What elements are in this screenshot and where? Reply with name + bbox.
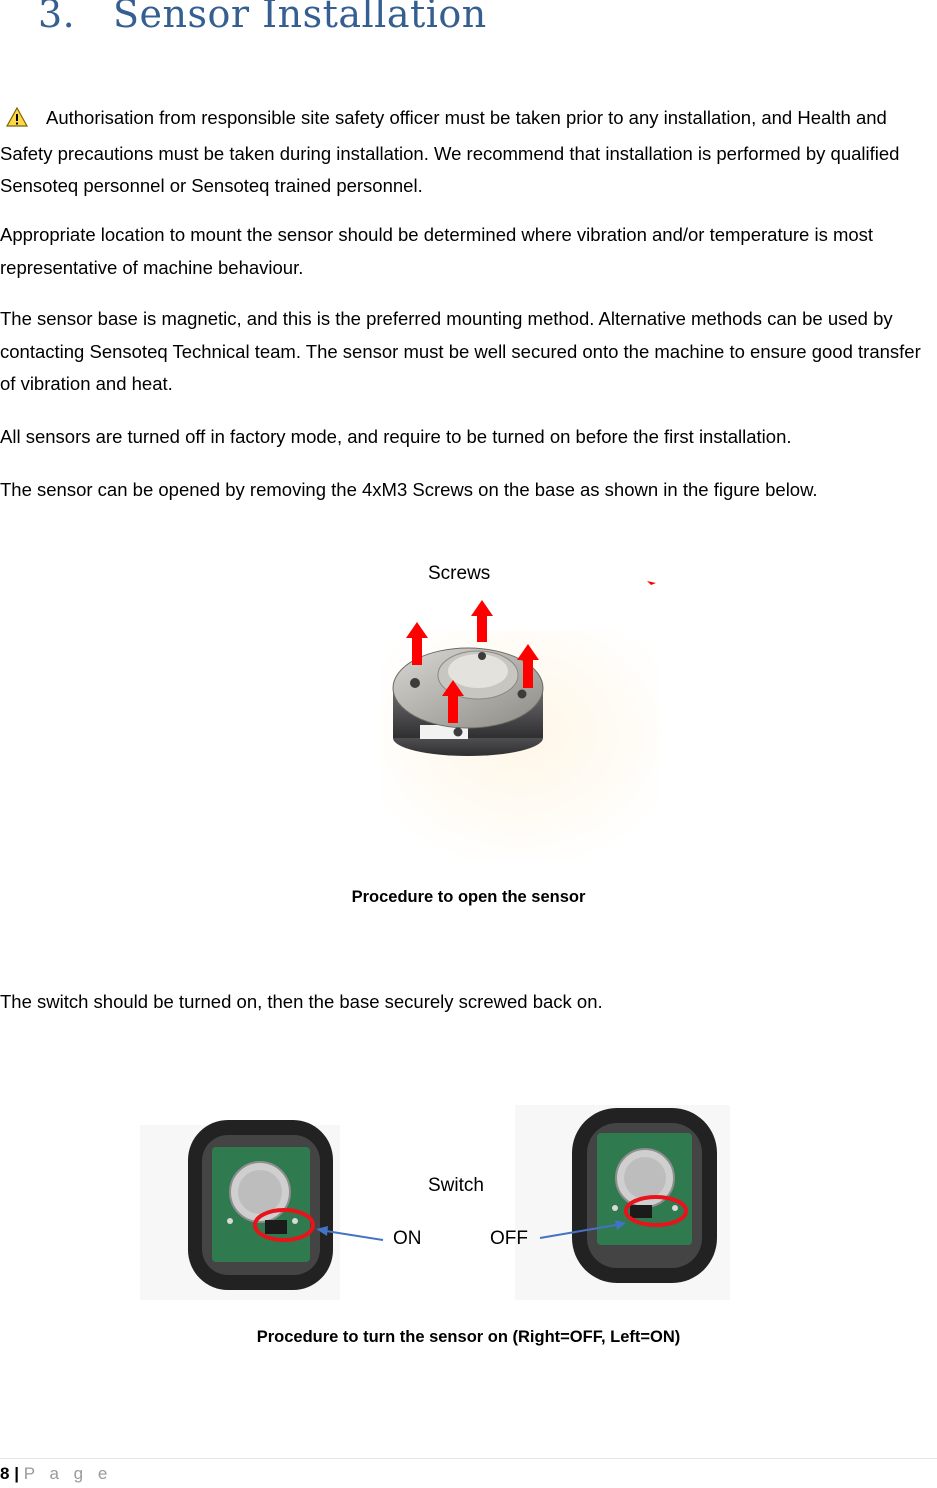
figure2-caption: Procedure to turn the sensor on (Right=OFF, Left=ON) (256, 1328, 681, 1346)
section-number: 3. (38, 0, 76, 36)
section-title: Sensor Installation (113, 0, 487, 36)
location-paragraph: Appropriate location to mount the sensor should be determined where vibration and/or temperature is most representative of machine behaviour. (0, 224, 874, 278)
footer-separator: | (14, 1464, 19, 1483)
sensor-switch-image (140, 1105, 740, 1300)
screws-label: Screws (428, 563, 491, 584)
switch-paragraph: The switch should be turned on, then the base securely screwed back on. (0, 991, 603, 1012)
sensor-left-on (188, 1120, 333, 1290)
sensor-open-image (360, 580, 660, 870)
page-word: P a g e (23, 1464, 113, 1483)
warning-triangle-icon (0, 105, 46, 138)
off-label: OFF (490, 1228, 528, 1249)
switch-label: Switch (428, 1175, 484, 1196)
section-heading (38, 0, 487, 36)
magnetic-paragraph: The sensor base is magnetic, and this is the preferred mounting method. Alternative methods can be used by contacting Sensoteq Technical team. The sensor must be well secured onto the machine to ensure good transfer of vibration and heat. (0, 308, 921, 394)
factory-paragraph: All sensors are turned off in factory mode, and require to be turned on before the first installation. (0, 426, 792, 447)
figure1-caption: Procedure to open the sensor (351, 888, 586, 906)
warning-paragraph: Authorisation from responsible site safety officer must be taken prior to any installation, and Health and Safety precautions must be taken during installation. We recommend that installation is performed by qualified Sensoteq personnel or Sensoteq trained personnel. (0, 107, 900, 196)
opened-paragraph: The sensor can be opened by removing the 4xM3 Screws on the base as shown in the figure below. (0, 479, 818, 500)
on-label: ON (393, 1228, 422, 1249)
sensor-right-off (572, 1108, 717, 1283)
page-footer (0, 1464, 112, 1484)
footer-divider (0, 1458, 937, 1459)
page-number: 8 (0, 1464, 10, 1483)
